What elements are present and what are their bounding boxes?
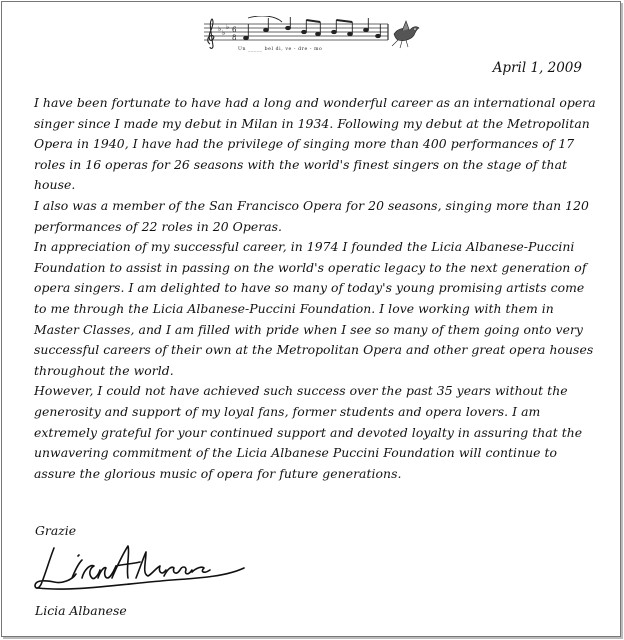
paragraph: In appreciation of my successful career, in 1974 I founded the Licia Albanese-Puccini Foundation to assist in passing on the world's operatic legacy to the next generation of opera singers. I am delighted to have so many of today's young promising artists come to me through the Licia Albanese-Puccini Foundation. I love working with them in Master Classes, and I am filled with pride when I see so many of them going onto very successful careers of their own at the Metropolitan Opera and other great opera houses throughout the world. (34, 239, 594, 378)
songbird-icon (392, 21, 419, 48)
svg-text:8: 8 (232, 34, 237, 42)
time-signature: 6 (232, 26, 237, 34)
svg-text:♭: ♭ (226, 23, 230, 31)
svg-text:♭: ♭ (222, 29, 226, 37)
letter-page (1, 1, 621, 637)
svg-text:♭: ♭ (218, 25, 222, 33)
music-staff-header (202, 16, 424, 56)
closing-word: Grazie (35, 523, 77, 538)
lyric-text: Un _____ bel di, ve - dre - mo (238, 47, 323, 52)
key-signature (218, 23, 229, 37)
letter-date: April 1, 2009 (492, 60, 582, 76)
paragraph: However, I could not have achieved such success over the past 35 years without the generosity and support of my loyal fans, former students and opera lovers. I am extremely grateful for your continued support and devoted loyalty in assuring that the unwavering commitment of the Licia Albanese Puccini Foundation will continue to assure the glorious music of opera for future generations. (34, 383, 583, 481)
letter-body (34, 93, 599, 484)
treble-clef-icon (208, 19, 214, 48)
paragraph: I also was a member of the San Francisco Opera for 20 seasons, singing more than 120 performances of 22 roles in 20 Operas. (34, 197, 589, 234)
handwritten-signature (32, 538, 247, 596)
paragraph: I have been fortunate to have had a long and wonderful career as an international opera singer since I made my debut in Milan in 1934. Following my debut at the Metropolitan Opera in 1940, I have had the privilege of singing more than 400 performances of 17 roles in 16 operas for 26 seasons with the world's finest singers on the stage of that house. (34, 95, 596, 193)
signer-name: Licia Albanese (35, 603, 127, 618)
